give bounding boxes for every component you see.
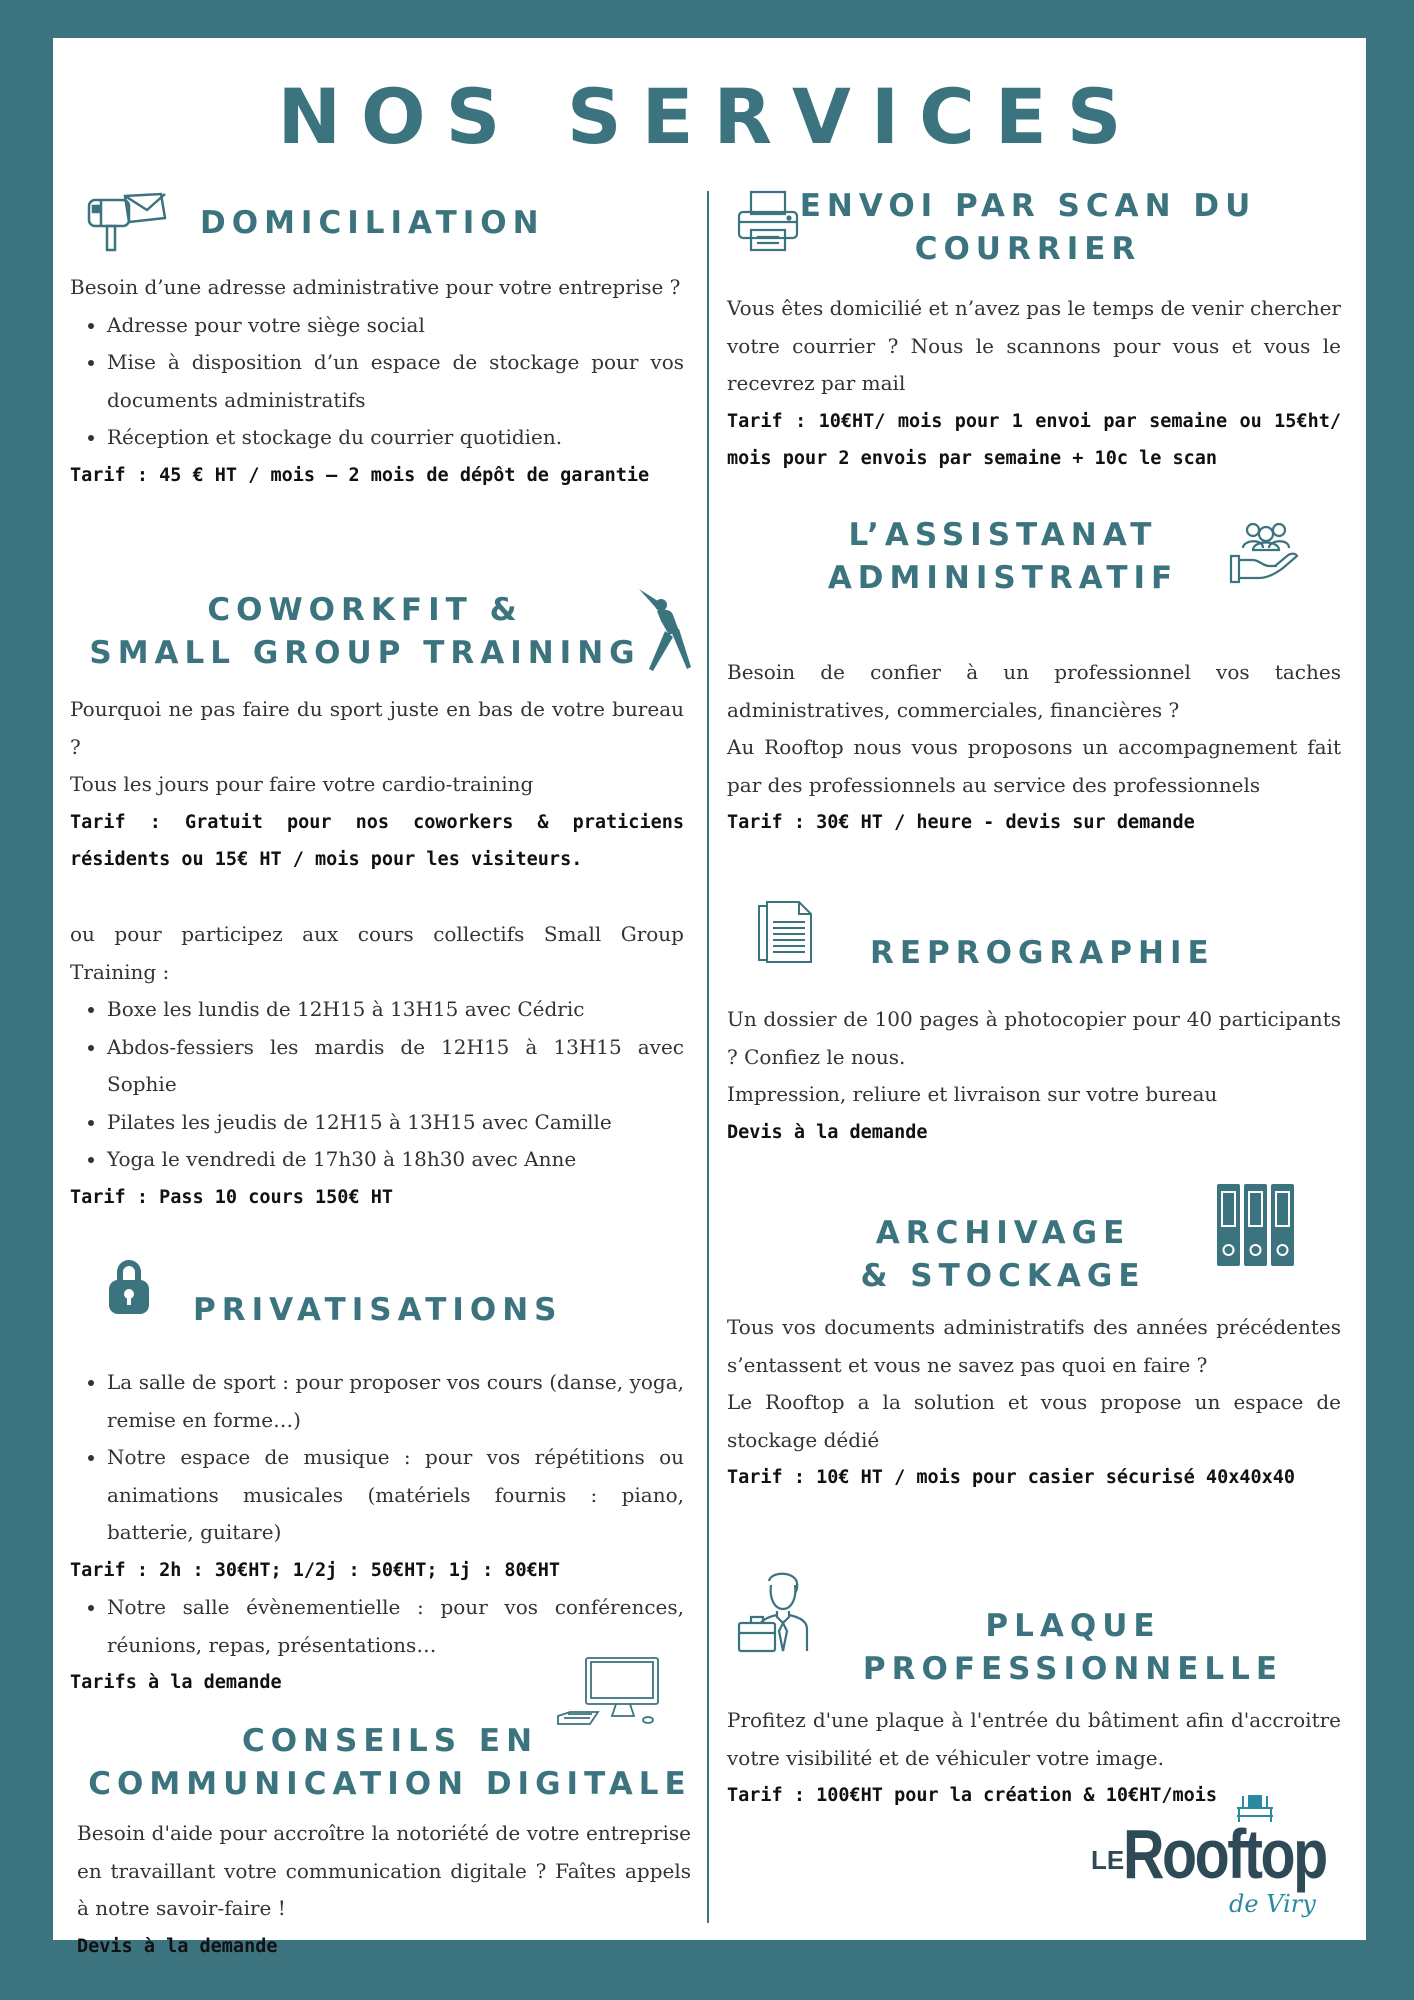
rooftop-logo: [1091, 1794, 1341, 1924]
assistanat-text: [727, 654, 1341, 842]
list-item: • Notre espace de musique : pour vos répétitions ou animations musicales (matériels fournis : piano, batterie, guitare): [107, 1439, 684, 1552]
spacer: [70, 879, 684, 917]
scan-paragraph: Vous êtes domicilié et n’avez pas le temps de venir chercher votre courrier ? Nous le scannons pour vous et vous le recevrez par mail: [727, 296, 1341, 395]
businessman-icon: [737, 1571, 817, 1653]
privatisations-tarif1: Tarif : 2h : 30€HT; 1/2j : 50€HT; 1j : 80€HT: [70, 1559, 561, 1581]
scan-heading-line2: COURRIER: [914, 231, 1142, 267]
assistanat-heading: [793, 514, 1213, 600]
scan-text: [727, 290, 1341, 478]
domiciliation-text: [70, 269, 684, 494]
coworkfit-list: [70, 991, 684, 1179]
computer-icon: [556, 1656, 662, 1730]
logo-rooftop: Rooftop: [1123, 1815, 1326, 1893]
list-item: • Yoga le vendredi de 17h30 à 18h30 avec Anne: [107, 1141, 684, 1179]
plaque-paragraph: Profitez d'une plaque à l'entrée du bâtiment afin d'accroitre votre visibilité et de véhiculer votre image.: [727, 1708, 1341, 1770]
logo-de-viry: de Viry: [1229, 1890, 1316, 1918]
column-divider: [707, 191, 709, 1923]
list-item: • Notre salle évènementielle : pour vos conférences, réunions, repas, présentations…: [107, 1589, 684, 1664]
logo-le: LE: [1091, 1845, 1125, 1875]
privatisations-list: [70, 1364, 684, 1552]
reprographie-heading: REPROGRAPHIE: [870, 935, 1215, 971]
privatisations-text: [70, 1364, 684, 1702]
privatisations-list-2: [70, 1589, 684, 1664]
coworkfit-p3: ou pour participez aux cours collectifs Small Group Training :: [70, 922, 684, 984]
scan-heading: [793, 185, 1263, 271]
padlock-icon: [108, 1256, 150, 1316]
coworkfit-p2: Tous les jours pour faire votre cardio-training: [70, 772, 534, 796]
reprographie-p2: Impression, reliure et livraison sur votre bureau: [727, 1082, 1218, 1106]
documents-icon: [757, 900, 819, 966]
archivage-p1: Tous vos documents administratifs des années précédentes s’entassent et vous ne savez pas quoi en faire ?: [727, 1315, 1341, 1377]
scan-tarif: Tarif : 10€HT/ mois pour 1 envoi par semaine ou 15€ht/ mois pour 2 envois par semaine + 10c le scan: [727, 410, 1341, 469]
conseils-heading: [70, 1720, 710, 1806]
archivage-heading-line2: & STOCKAGE: [860, 1258, 1146, 1294]
privatisations-tarif2: Tarifs à la demande: [70, 1672, 282, 1693]
list-item: • Réception et stockage du courrier quotidien.: [107, 419, 684, 457]
scan-heading-line1: ENVOI PAR SCAN DU: [799, 188, 1257, 224]
reprographie-p1: Un dossier de 100 pages à photocopier pour 40 participants ? Confiez le nous.: [727, 1007, 1341, 1069]
hand-group-icon: [1229, 520, 1303, 586]
domiciliation-list: [70, 307, 684, 457]
list-item: • Abdos-fessiers les mardis de 12H15 à 13H15 avec Sophie: [107, 1029, 684, 1104]
archivage-p2: Le Rooftop a la solution et vous propose un espace de stockage dédié: [727, 1390, 1341, 1452]
mailbox-icon: [87, 192, 171, 254]
reprographie-tarif: Devis à la demande: [727, 1121, 928, 1143]
assistanat-p2: Au Rooftop nous vous proposons un accompagnement fait par des professionnels au service des professionnels: [727, 735, 1341, 797]
plaque-tarif: Tarif : 100€HT pour la création & 10€HT/mois: [727, 1785, 1218, 1806]
conseils-heading-line1: CONSEILS EN: [241, 1723, 539, 1759]
archivage-tarif: Tarif : 10€ HT / mois pour casier sécurisé 40x40x40: [727, 1467, 1296, 1488]
plaque-heading-line2: PROFESSIONNELLE: [862, 1651, 1284, 1687]
assistanat-tarif: Tarif : 30€ HT / heure - devis sur demande: [727, 812, 1195, 833]
plaque-heading: [833, 1605, 1313, 1691]
coworkfit-heading-line2: SMALL GROUP TRAINING: [89, 635, 641, 671]
page-title: NOS SERVICES: [277, 72, 1142, 161]
assistanat-heading-line2: ADMINISTRATIF: [827, 560, 1179, 596]
conseils-tarif: Devis à la demande: [77, 1935, 278, 1957]
assistanat-p1: Besoin de confier à un professionnel vos taches administratives, commerciales, financières ?: [727, 660, 1341, 722]
domiciliation-intro: Besoin d’une adresse administrative pour votre entreprise ?: [70, 275, 681, 299]
coworkfit-tarif1: Tarif : Gratuit pour nos coworkers & praticiens résidents ou 15€ HT / mois pour les visiteurs.: [70, 811, 684, 870]
conseils-heading-line2: COMMUNICATION DIGITALE: [88, 1766, 692, 1802]
archivage-text: [727, 1309, 1341, 1497]
fitness-icon: [637, 587, 693, 671]
conseils-paragraph: Besoin d'aide pour accroître la notoriété de votre entreprise en travaillant votre communication digitale ? Faîtes appels à notre savoir-faire !: [77, 1821, 691, 1920]
list-item: • Mise à disposition d’un espace de stockage pour vos documents administratifs: [107, 344, 684, 419]
coworkfit-p1: Pourquoi ne pas faire du sport juste en bas de votre bureau ?: [70, 697, 684, 759]
coworkfit-text: [70, 691, 684, 1216]
conseils-text: [77, 1815, 691, 1965]
coworkfit-tarif2: Tarif : Pass 10 cours 150€ HT: [70, 1186, 394, 1208]
page-sheet: [53, 38, 1366, 1957]
coworkfit-heading: [70, 589, 660, 675]
list-item: • Boxe les lundis de 12H15 à 13H15 avec Cédric: [107, 991, 684, 1029]
coworkfit-heading-line1: COWORKFIT &: [207, 592, 523, 628]
domiciliation-heading: DOMICILIATION: [200, 205, 545, 241]
list-item: • Pilates les jeudis de 12H15 à 13H15 avec Camille: [107, 1104, 684, 1142]
binders-icon: [1215, 1182, 1295, 1268]
assistanat-heading-line1: L’ASSISTANAT: [848, 517, 1158, 553]
reprographie-text: [727, 1001, 1341, 1151]
privatisations-heading: PRIVATISATIONS: [193, 1292, 563, 1328]
archivage-heading-line1: ARCHIVAGE: [875, 1215, 1131, 1251]
domiciliation-tarif: Tarif : 45 € HT / mois – 2 mois de dépôt de garantie: [70, 464, 650, 486]
list-item: • Adresse pour votre siège social: [107, 307, 684, 345]
list-item: • La salle de sport : pour proposer vos cours (danse, yoga, remise en forme…): [107, 1364, 684, 1439]
archivage-heading: [833, 1212, 1173, 1298]
plaque-heading-line1: PLAQUE: [985, 1608, 1161, 1644]
printer-icon: [737, 190, 799, 252]
